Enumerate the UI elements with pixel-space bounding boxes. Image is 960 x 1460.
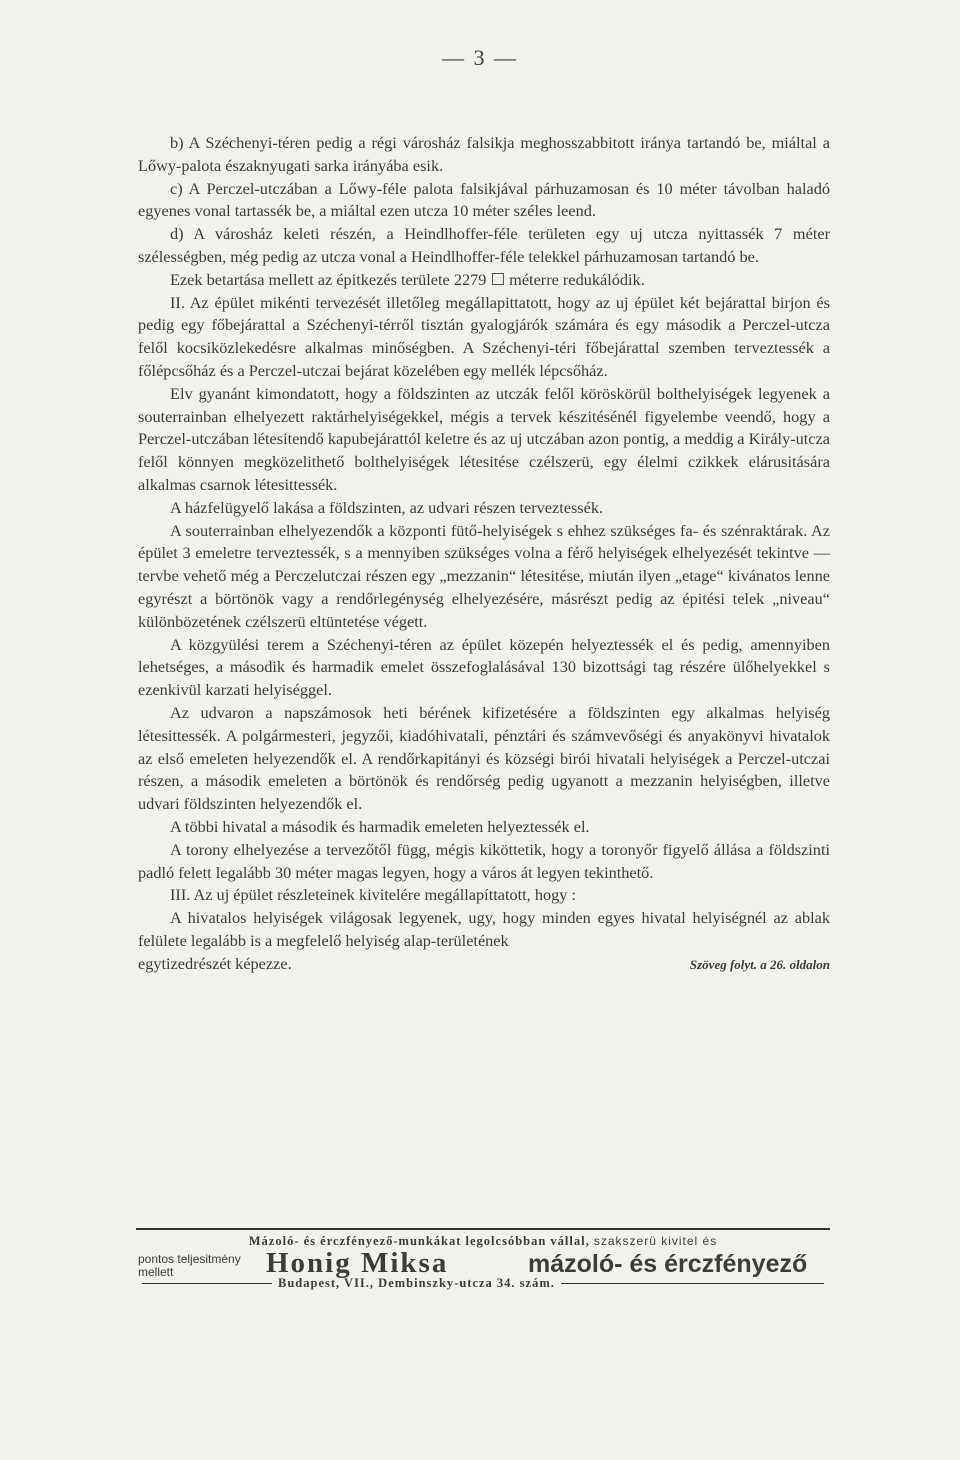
paragraph-other-offices: A többi hivatal a második és harmadik emeleten helyeztessék el. — [170, 816, 590, 836]
paragraph-area: Ezek betartása mellett az épitkezés területe 2279 ☐ méterre redukálódik. — [170, 269, 645, 289]
advertisement — [136, 1228, 830, 1294]
paragraph-d: d) A városház keleti részén, a Heindlhoffer-féle területen egy uj utcza nyittassék 7 méter szélességben, még pedig az utcza vonal a Heindlhoffer-féle telekkel párhuzamosan tartandó be. — [138, 224, 830, 266]
continued-note: Szöveg folyt. a 26. oldalon — [689, 956, 830, 972]
paragraph-caretaker: A házfelügyelő lakása a földszinten, az udvari részen terveztessék. — [170, 497, 604, 517]
ad-address-line — [136, 1276, 830, 1291]
ad-side-text: pontos teljesitmény mellett — [138, 1252, 241, 1279]
paragraph-iii: III. Az uj épület részleteinek kivitelére megállapíttatott, hogy : — [170, 885, 576, 905]
paragraph-tower: A torony elhelyezése a tervezőtől függ, mégis kiköttetik, hogy a toronyőr figyelő állása a földszinti padló felett legalább 30 méter magas legyen, hogy a város át legyen tekinthető. — [138, 839, 830, 882]
paragraph-windows-end — [138, 953, 830, 977]
ad-top-line — [136, 1234, 830, 1249]
paragraph-offices: Az udvaron a napszámosok heti bérének kifizetésére a földszinten egy alkalmas helyiség létesittessék. A polgármesteri, jegyzői, kiadóhivatali, pénztári és számvevőségi és anyakönyvi hivatalok az első emeleten helyezendők el. A rendőrkapitányi és községi birói hivatali helyiségek a Perczel-utczai részen, a második emeleten a börtönök és rendőrség pedig ugyanott a mezzanin helyiségben, illetve udvari földszinten helyezendők el. — [138, 702, 830, 814]
ad-top-text: Mázoló- és érczfényező-munkákat legolcsóbban vállal, — [248, 1234, 590, 1248]
last-line: egytizedrészét képezze. — [138, 953, 292, 973]
paragraph-b: b) A Széchenyi-téren pedig a régi városház falsikja meghosszabbitott iránya tartandó be, miáltal a Lőwy-palota északnyugati sarka irányába esik. — [138, 133, 830, 175]
paragraph-assembly-hall: A közgyülési terem a Széchenyi-téren az épület közepén helyeztessék el és pedig, amennyiben lehetséges, a második és harmadik emelet összefoglalásával 130 bizottsági tag részére ülőhelyekkel s ezenkivül karzati helyiséggel. — [138, 634, 830, 700]
ad-rule-right — [561, 1283, 824, 1284]
paragraph-c: c) A Perczel-utczában a Lőwy-féle palota falsikjával párhuzamosan és 10 méter távolban haladó egyenes vonal tartassék be, a miáltal ezen utcza 10 méter széles leend. — [138, 178, 830, 221]
ad-address: Budapest, VII., Dembinszky-utcza 34. szám. — [278, 1276, 555, 1290]
ad-top-right: szakszerü kivitel és — [593, 1234, 718, 1248]
paragraph-ii: II. Az épület mikénti tervezését illetőleg megállapittatott, hogy az uj épület két bejárattal birjon és pedig egy főbejárattal a Széchenyi-térről tisztán gyalogjárók számára és egy második a Perczel-utcza felől kocsiközlekedésre alkalmas minőségben. A Széchenyi-téri főbejárattal szemben terveztessék a főlépcsőház és a Perczel-utczai bejárat közelében egy mellék lépcsőház. — [138, 292, 830, 380]
ad-company-name: Honig Miksa — [266, 1247, 449, 1279]
paragraph-shops: Elv gyanánt kimondatott, hogy a földszinten az utczák felől köröskörül bolthelyiségek legyenek a souterrainban elhelyezett raktárhelyiségekkel, mégis a tervek készitésénél figyelembe veendő, hogy a Perczel-utczában létesitendő kapubejárattól keletre és az uj utczában azon pontig, a meddig a Király-utcza felől könnyen megközelithető bolthelyiségek létesitése czélszerü, egy élelmi czikkek elárusitására alkalmas csarnok létesittessék. — [138, 383, 830, 494]
paragraph-windows: A hivatalos helyiségek világosak legyenek, ugy, hogy minden egyes hivatal helyiségnél az ablak felülete legalább is a megfelelő helyiség alap-területének — [138, 908, 830, 950]
ad-trade: mázoló- és érczfényező — [528, 1250, 808, 1278]
page-number: — 3 — — [442, 45, 518, 70]
body-text — [138, 132, 830, 976]
ad-rule-left — [142, 1283, 272, 1284]
paragraph-souterrain: A souterrainban elhelyezendők a központi fütő-helyiségek s ehhez szükséges fa- és szénraktárak. Az épület 3 emeletre terveztessék, s a mennyiben szükséges volna a férő helyiségek elhelyezését tekintve — tervbe vehető még a Perczelutczai részen egy „mezzanin“ létesitése, miután ilyen „etage“ kivánatos lenne egyrészt a börtönök vagy a rendőrlegénység elhelyezésére, másrészt pedig az épitési telek „niveau“ különbözetének czélszerü eltüntetése végett. — [138, 520, 830, 631]
